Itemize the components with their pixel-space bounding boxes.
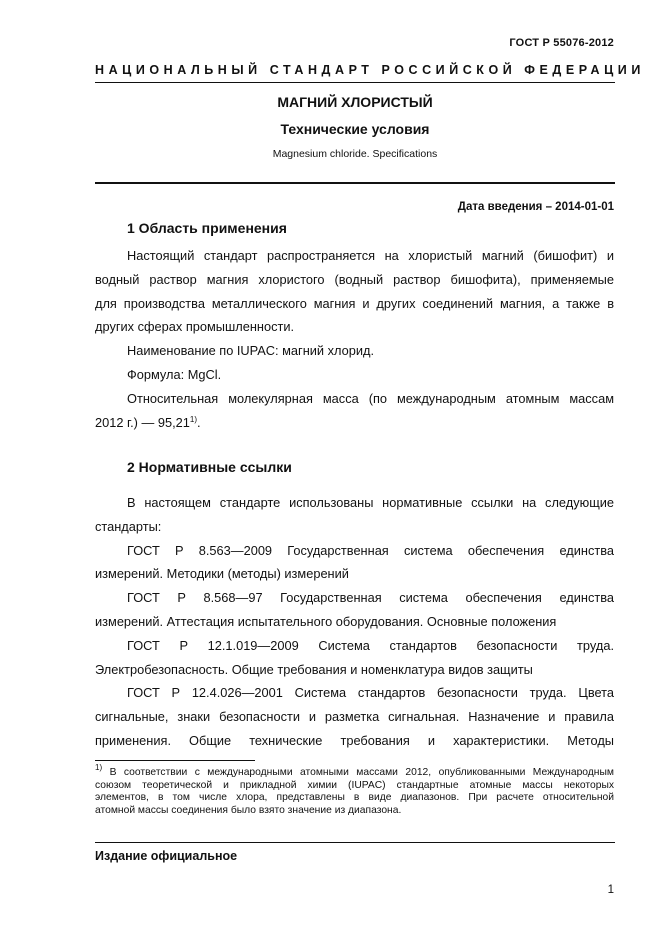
reference-gost-12-1-019: ГОСТ Р 12.1.019—2009 Система стандартов безопасности труда. (127, 637, 614, 653)
paragraph-line: водный раствор магния хлористого (водный раствор бишофита), применяемые (95, 271, 614, 287)
footnote-line: союзом теоретической и прикладной химии (IUPAC) стандартные атомные массы некоторых (95, 779, 614, 791)
footnote-marker: 1) (95, 763, 103, 772)
paragraph-line: для производства металлического магния и других соединений магния, а также в (95, 295, 614, 311)
reference-gost-12-4-026: ГОСТ Р 12.4.026—2001 Система стандартов безопасности труда. Цвета (127, 685, 614, 701)
english-title: Magnesium chloride. Specifications (272, 148, 438, 160)
mass-value-end: . (197, 414, 201, 430)
paragraph-line: измерений. Аттестация испытательного оборудования. Основные положения (95, 613, 557, 629)
document-title: МАГНИЙ ХЛОРИСТЫЙ (277, 94, 433, 110)
title-divider (95, 182, 615, 184)
reference-gost-8-568: ГОСТ Р 8.568—97 Государственная система обеспечения единства (127, 590, 614, 606)
paragraph-line: применения. Общие технические требования и характеристики. Методы (95, 732, 614, 748)
footnote-line: элементов, в том числе хлора, представлены в виде диапазонов. При расчете относительной (95, 792, 614, 803)
footnote-line: $^{1)}$ В соответствии с международными атомными массами 2012, опубликованными Международным (95, 763, 614, 778)
standard-code: ГОСТ Р 55076-2012 (509, 37, 614, 49)
footnote-reference[interactable]: 1) (189, 414, 198, 424)
footnote-line: атомной массы соединения было взято значение из диапазона. (95, 804, 402, 816)
iupac-name: Наименование по IUPAC: магний хлорид. (127, 343, 375, 359)
mass-value-text: 2012 г.) — 95,21 (95, 414, 190, 430)
section-1-heading: 1 Область применения (127, 220, 287, 236)
section-1-body (95, 244, 614, 434)
footer-divider (95, 842, 615, 843)
document-subtitle: Технические условия (280, 121, 430, 137)
paragraph-line: сигнальные, знаки безопасности и разметка сигнальная. Назначение и правила (95, 709, 614, 725)
molecular-mass-line: Относительная молекулярная масса (по международным атомным массам (127, 390, 614, 406)
chemical-formula: Формула: MgCl. (127, 366, 222, 382)
national-standard-banner: НАЦИОНАЛЬНЫЙ СТАНДАРТ РОССИЙСКОЙ ФЕДЕРАЦИИ (95, 63, 645, 77)
footnote (95, 763, 614, 817)
page-number: 1 (607, 884, 614, 896)
molecular-mass-value (95, 411, 614, 435)
paragraph-line: Электробезопасность. Общие требования и номенклатура видов защиты (95, 661, 533, 677)
paragraph-line: других сферах промышленности. (95, 319, 295, 335)
introduction-date: Дата введения – 2014-01-01 (457, 201, 614, 213)
top-divider (95, 82, 615, 83)
paragraph-line: В настоящем стандарте использованы нормативные ссылки на следующие (127, 495, 614, 510)
official-edition-label: Издание официальное (95, 849, 238, 863)
paragraph-line: стандарты: (95, 518, 162, 534)
reference-gost-8-563: ГОСТ Р 8.563—2009 Государственная система обеспечения единства (127, 542, 614, 558)
section-2-body (95, 491, 614, 753)
footnote-divider (95, 760, 255, 761)
section-2-heading: 2 Нормативные ссылки (127, 459, 292, 475)
paragraph-line: Настоящий стандарт распространяется на хлористый магний (бишофит) и (127, 248, 614, 263)
paragraph-line: измерений. Методики (методы) измерений (95, 566, 349, 582)
